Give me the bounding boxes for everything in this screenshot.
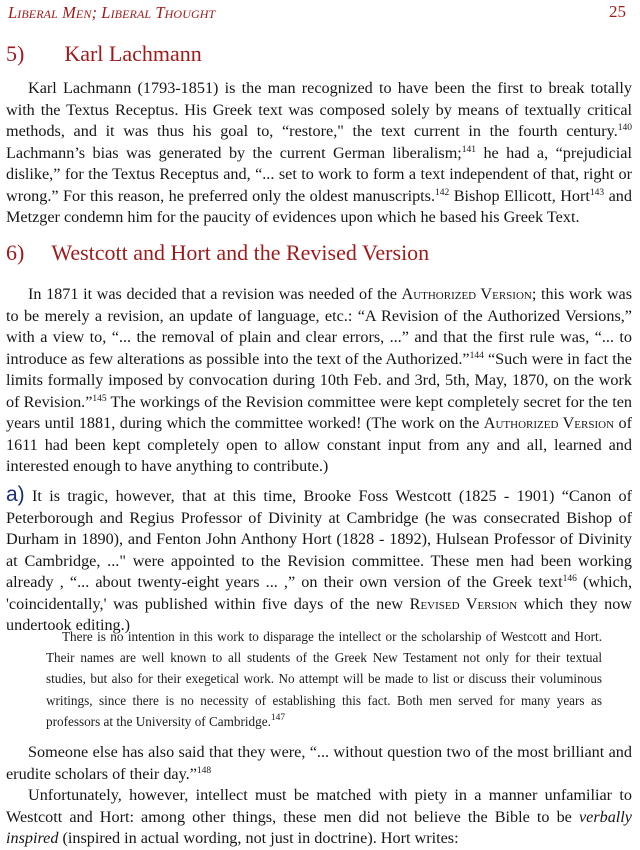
text-run: Authorized Version [401,285,532,303]
text-run: Unfortunately, however, intellect must be matched with piety in a manner unfamiliar to Westcott and Hort: among other things, these men did not believe the Bible to be [6,786,632,826]
text-run: Someone else has also said that they were, “... without question two of the most brilliant and erudite scholars of their day.” [6,743,632,783]
paragraph-scholars [6,742,632,785]
text-run: Revised Version [409,594,518,613]
text-run: In 1871 it was decided that a revision was needed of the [28,285,402,303]
text-run: (inspired in actual wording, not just in doctrine). Hort writes: [58,829,459,847]
text-run: There is no intention in this work to disparage the intellect or the scholarship of Westcott and Hort. Their names are well known to all students of the Greek New Testament not only for their textual studies, but also for their exegetical work. No attempt will be made to list or discuss their voluminous writings, since there is no necessity of establishing this fact. Both men served for many years as professors at the University of Cambridge. [46,629,602,729]
footnote-ref[interactable]: 143 [589,187,605,198]
paragraph-westcott-hort [6,484,632,637]
footnote-ref[interactable]: 144 [469,350,484,361]
text-run: (which, 'coincidentally,' was published within five days of the new [6,573,632,613]
text-run: Lachmann’s bias was generated by the current German liberalism; [6,143,462,162]
text-run: “Such were in fact the limits formally imposed by convocation during 10th Feb. and 3rd, 5th, May, 1870, on the work of Revision.” [6,349,632,411]
running-title: Liberal Men; Liberal Thought [8,3,216,22]
section-title: Westcott and Hort and the Revised Version [51,240,430,265]
footnote-ref[interactable]: 142 [435,187,450,198]
section-heading-6 [6,240,429,266]
text-run: he had a, “prejudicial dislike,” for the Textus Receptus and, “... set to work to form a text independent of that, right or wrong.” For this reason, he preferred only the oldest manuscripts. [6,143,632,205]
paragraph-inspiration [6,785,632,850]
footnote-ref[interactable]: 140 [617,123,632,133]
block-quote [46,626,602,732]
section-heading-5 [6,41,202,67]
footnote-ref[interactable]: 148 [196,765,212,776]
text-run: Authorized Version [483,414,615,432]
paragraph-lachmann [6,78,632,229]
text-run: Bishop Ellicott, Hort [449,186,590,205]
section-number: 6) [6,240,25,265]
emphasis-text: verbally inspired [6,807,632,847]
text-run: Karl Lachmann (1793-1851) is the man recognized to have been the first to break totally with the Textus Receptus. His Greek text was composed solely by means of textually critical methods, and it was thus his goal to, “restore," the text current in the fourth century. [6,79,632,140]
paragraph-revision [6,284,632,478]
text-run: It is tragic, however, that at this time, Brooke Foss Westcott (1825 - 1901) “Canon of Peterborough and Regius Professor of Divinity at Cambridge (he was consecrated Bishop of Durham in 1890), and Fenton John Anthony Hort (1828 - 1892), Hulsean Professor of Divinity at Cambridge, ..." were appointed to the Revision committee. These men had been working already , “... about twenty-eight years ... ,” on their own version of the Greek text [6,487,632,591]
text-run: The workings of the Revision committee were kept completely secret for the ten years until 1881, during which the committee worked! (The work on the [6,392,632,432]
text-run: which they now undertook editing.) [6,594,632,634]
page-number: 25 [609,2,626,21]
running-header [8,2,626,24]
footnote-ref[interactable]: 147 [270,712,286,723]
footnote-ref[interactable]: 145 [92,393,107,404]
text-run: and Metzger condemn him for the paucity of evidences upon which he based his Greek Text. [6,186,632,226]
text-run: ; this work was to be merely a revision, an update of language, etc.: “A Revision of the Authorized Versions,” with a view to, “... the removal of plain and clear errors, ...” and that the first rule was, “... to introduce as few alterations as possible into the text of the Authorized.” [6,285,633,368]
footnote-ref[interactable]: 146 [562,574,577,584]
text-run: of 1611 had been kept completely open to allow constant input from any and all, learned and interested enough to have anything to contribute.) [6,414,633,475]
section-title: Karl Lachmann [64,41,202,66]
section-number: 5) [6,41,25,66]
list-marker: a) [6,483,25,506]
footnote-ref[interactable]: 141 [461,144,477,155]
